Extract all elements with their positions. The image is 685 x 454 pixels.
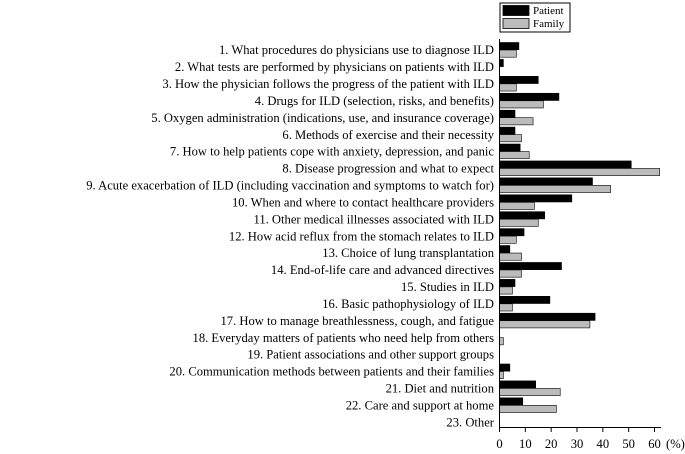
category-label-23: 23. Other: [446, 415, 494, 430]
category-label-14: 14. End-of-life care and advanced directives: [270, 263, 494, 278]
bar-patient-3: [500, 76, 539, 83]
bar-patient-1: [500, 43, 519, 50]
category-label-17: 17. How to manage breathlessness, cough, and fatigue: [220, 313, 494, 328]
category-label-4: 4. Drugs for ILD (selection, risks, and benefits): [254, 93, 494, 108]
x-axis-ticks: [496, 427, 660, 451]
category-label-8: 8. Disease progression and what to expect: [282, 161, 494, 176]
bar-family-12: [500, 236, 517, 243]
category-label-10: 10. When and where to contact healthcare providers: [231, 195, 494, 210]
bar-patient-14: [500, 262, 562, 269]
category-labels: [86, 43, 495, 429]
bar-patient-15: [500, 279, 516, 286]
category-label-19: 19. Patient associations and other support groups: [247, 347, 494, 362]
category-label-13: 13. Choice of lung transplantation: [322, 246, 494, 261]
bar-patient-4: [500, 93, 559, 100]
category-label-21: 21. Diet and nutrition: [385, 381, 494, 396]
bar-family-3: [500, 84, 517, 91]
bar-family-21: [500, 388, 561, 395]
bar-family-7: [500, 152, 530, 159]
category-label-16: 16. Basic pathophysiology of ILD: [322, 296, 494, 311]
category-label-15: 15. Studies in ILD: [400, 280, 494, 295]
bar-patient-11: [500, 212, 545, 219]
category-label-11: 11. Other medical illnesses associated with ILD: [253, 212, 494, 227]
bar-patient-17: [500, 313, 596, 320]
bar-family-17: [500, 321, 590, 328]
category-label-1: 1. What procedures do physicians use to diagnose ILD: [218, 43, 494, 58]
legend: [500, 3, 570, 32]
x-tick-label-10: 10: [519, 437, 532, 451]
bar-patient-8: [500, 161, 632, 168]
bar-patient-5: [500, 110, 516, 117]
category-label-9: 9. Acute exacerbation of ILD (including vaccination and symptoms to watch for): [86, 178, 494, 193]
legend-swatch-family: [503, 19, 529, 29]
bar-family-6: [500, 135, 522, 142]
bar-family-20: [500, 371, 504, 378]
bar-patient-10: [500, 195, 572, 202]
bar-patient-21: [500, 381, 536, 388]
x-tick-label-30: 30: [570, 437, 584, 451]
bar-patient-2: [500, 59, 504, 66]
bar-patient-9: [500, 178, 593, 185]
bar-patient-6: [500, 127, 516, 134]
category-label-3: 3. How the physician follows the progress of the patient with ILD: [162, 77, 494, 91]
category-label-6: 6. Methods of exercise and their necessity: [282, 127, 494, 142]
category-label-2: 2. What tests are performed by physicians on patients with ILD: [174, 60, 494, 75]
bar-patient-7: [500, 144, 521, 151]
x-tick-label-40: 40: [596, 437, 610, 451]
x-axis-unit: (%): [666, 437, 685, 451]
bar-family-15: [500, 287, 513, 294]
bar-family-8: [500, 168, 660, 175]
bars-group: [500, 43, 660, 413]
bar-family-10: [500, 202, 535, 209]
bar-family-9: [500, 185, 611, 192]
x-tick-label-60: 60: [648, 437, 661, 451]
bar-family-16: [500, 304, 513, 311]
legend-label-family: Family: [533, 18, 565, 30]
bar-family-4: [500, 101, 544, 108]
x-tick-label-0: 0: [496, 437, 503, 451]
legend-label-patient: Patient: [533, 5, 564, 17]
bar-family-5: [500, 118, 534, 125]
category-label-7: 7. How to help patients cope with anxiety, depression, and panic: [169, 144, 494, 159]
category-label-5: 5. Oxygen administration (indications, use, and insurance coverage): [151, 110, 494, 125]
category-label-18: 18. Everyday matters of patients who need help from others: [192, 330, 494, 345]
category-label-20: 20. Communication methods between patients and their families: [169, 364, 494, 379]
bar-family-11: [500, 219, 539, 226]
bar-patient-20: [500, 364, 510, 371]
x-tick-label-20: 20: [544, 437, 558, 451]
bar-family-18: [500, 338, 504, 345]
category-label-22: 22. Care and support at home: [345, 398, 494, 413]
bar-family-1: [500, 50, 517, 57]
bar-patient-16: [500, 296, 550, 303]
category-label-12: 12. How acid reflux from the stomach relates to ILD: [228, 229, 494, 244]
legend-swatch-patient: [503, 6, 529, 16]
bar-family-13: [500, 253, 522, 260]
bar-family-22: [500, 405, 557, 412]
bar-patient-13: [500, 246, 510, 253]
x-tick-label-50: 50: [622, 437, 635, 451]
bar-patient-12: [500, 229, 525, 236]
bar-patient-22: [500, 398, 523, 405]
bar-family-14: [500, 270, 522, 277]
